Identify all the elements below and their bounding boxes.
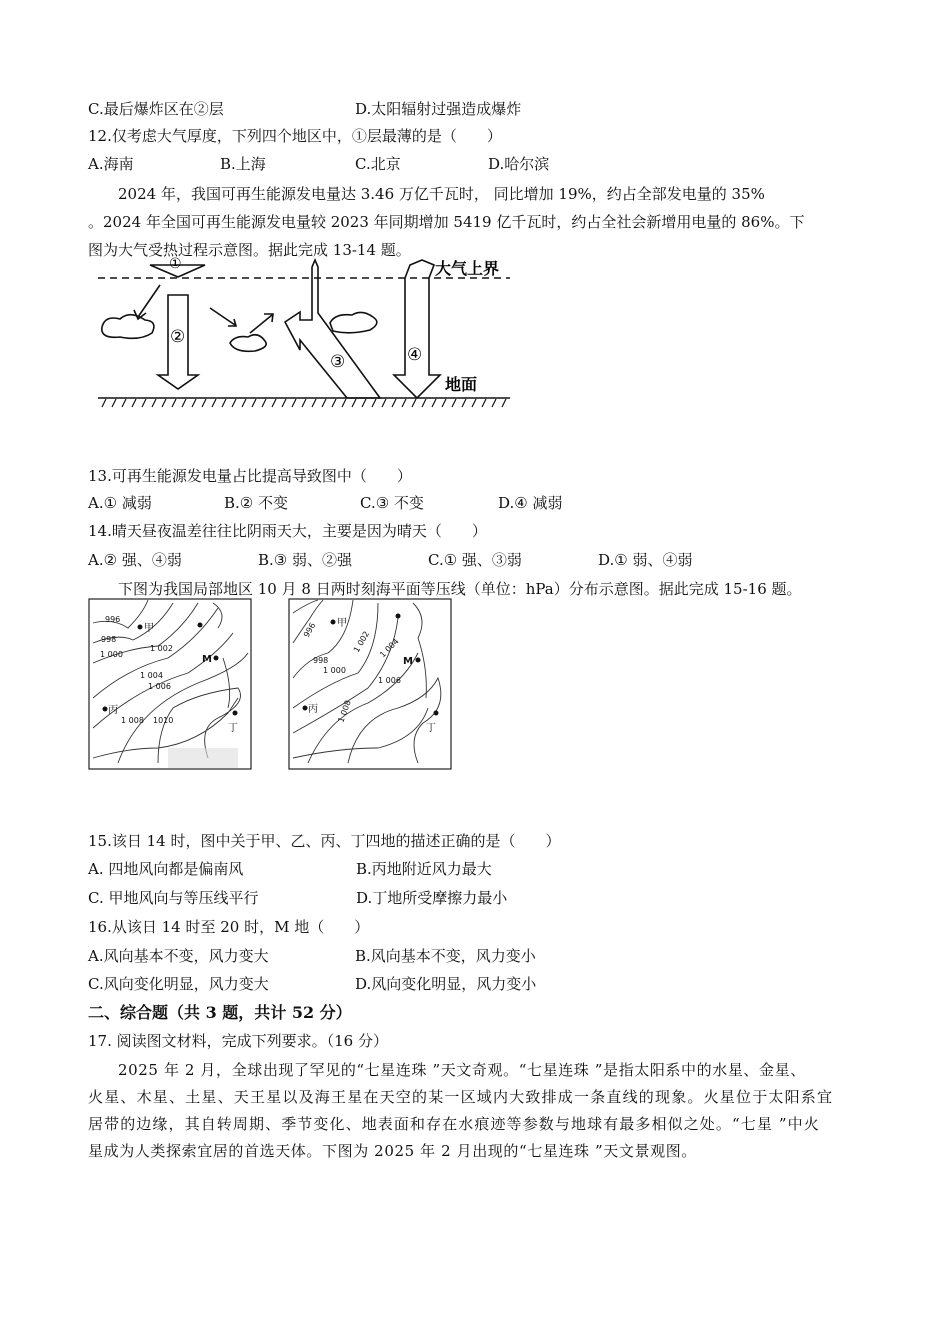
place-jia: 甲 <box>337 618 347 629</box>
q17-stem: 17. 阅读图文材料，完成下列要求。（16 分） <box>88 1032 388 1050</box>
place-m: M <box>403 656 413 667</box>
q12-option-a: A.海南 <box>88 155 134 173</box>
q12-stem: 12.仅考虑大气厚度，下列四个地区中，①层最薄的是（ ） <box>88 127 502 145</box>
isobar-1006: 1 006 <box>148 682 171 691</box>
isobar-1002: 1 002 <box>351 629 372 654</box>
q16-option-d: D.风向变化明显，风力变小 <box>355 975 537 993</box>
q17-para-line3: 居带的边缘，其自转周期、季节变化、地表面和存在水痕迹等参数与地球有最多相似之处。“七星 ”中火 <box>88 1115 820 1133</box>
q13-stem: 13.可再生能源发电量占比提高导致图中（ ） <box>88 467 412 485</box>
isobar-998: 998 <box>101 635 117 644</box>
place-m: M <box>202 654 212 665</box>
isobar-map-right <box>288 598 453 771</box>
q11-option-c: C.最后爆炸区在②层 <box>88 100 224 118</box>
q14-option-a: A.② 强、④弱 <box>88 551 182 569</box>
q12-option-d: D.哈尔滨 <box>488 155 550 173</box>
q14-option-c: C.① 强、③弱 <box>428 551 522 569</box>
isobar-1002: 1 002 <box>150 644 173 653</box>
label-1: ① <box>169 256 182 272</box>
q15-stem: 15.该日 14 时，图中关于甲、乙、丙、丁四地的描述正确的是（ ） <box>88 832 561 850</box>
isobar-map-left <box>88 598 253 771</box>
isobar-1008: 1 008 <box>121 716 144 725</box>
isobar-1006: 1 006 <box>378 676 401 685</box>
place-ding: 丁 <box>426 723 436 734</box>
isobar-1010: 1010 <box>153 716 174 725</box>
q17-para-line1: 2025 年 2 月，全球出现了罕见的“七星连珠 ”天文奇观。“七星连珠 ”是指太阳系中的水星、金星、 <box>118 1061 806 1079</box>
q17-para-line2: 火星、木星、土星、天王星以及海王星在天空的某一区域内大致排成一条直线的现象。火星位于太阳系宜 <box>88 1088 834 1106</box>
isobar-1004: 1 004 <box>140 671 163 680</box>
isobar-1000: 1 000 <box>100 650 123 659</box>
isobar-1004: 1 004 <box>378 636 401 660</box>
ground-hatching <box>102 399 506 407</box>
q13-option-c: C.③ 不变 <box>360 494 424 512</box>
passage2: 下图为我国局部地区 10 月 8 日两时刻海平面等压线（单位：hPa）分布示意图。据此完成 15-16 题。 <box>118 580 802 598</box>
q14-option-b: B.③ 弱、②强 <box>258 551 353 569</box>
passage1-line1: 2024 年，我国可再生能源发电量达 3.46 万亿千瓦时， 同比增加 19%，约占全部发电量的 35% <box>118 185 765 203</box>
passage1-line3: 图为大气受热过程示意图。据此完成 13-14 题。 <box>88 241 411 259</box>
label-4: ④ <box>407 345 423 365</box>
place-ding: 丁 <box>228 723 238 734</box>
q15-option-d: D.丁地所受摩擦力最小 <box>356 889 508 907</box>
place-jia: 甲 <box>144 623 154 634</box>
q16-option-c: C.风向变化明显，风力变大 <box>88 975 269 993</box>
label-3: ③ <box>330 352 346 372</box>
q11-option-d: D.太阳辐射过强造成爆炸 <box>355 100 522 118</box>
isobar-996: 996 <box>105 615 121 624</box>
q13-option-b: B.② 不变 <box>224 494 289 512</box>
q12-option-c: C.北京 <box>355 155 401 173</box>
ground-label: 地面 <box>445 375 478 394</box>
label-2: ② <box>170 327 186 347</box>
q16-option-b: B.风向基本不变，风力变小 <box>355 947 536 965</box>
section2-heading: 二、综合题（共 3 题，共计 52 分） <box>88 1003 352 1022</box>
q15-option-c: C. 甲地风向与等压线平行 <box>88 889 259 907</box>
passage1-line2: 。2024 年全国可再生能源发电量较 2023 年同期增加 5419 亿千瓦时，约占全社会新增用电量的 86%。下 <box>88 213 805 231</box>
isobar-1008: 1 008 <box>336 699 353 724</box>
atmosphere-top-label: 大气上界 <box>435 259 500 278</box>
q13-option-a: A.① 减弱 <box>88 494 152 512</box>
place-bing: 丙 <box>108 705 118 716</box>
atmosphere-heating-diagram <box>90 255 530 415</box>
q12-option-b: B.上海 <box>220 155 266 173</box>
q16-option-a: A.风向基本不变，风力变大 <box>88 947 269 965</box>
isobar-1000: 1 000 <box>323 666 346 675</box>
isobar-996: 996 <box>301 621 318 639</box>
isobar-998: 998 <box>313 656 329 665</box>
q14-option-d: D.① 弱、④弱 <box>598 551 693 569</box>
q16-stem: 16.从该日 14 时至 20 时，M 地（ ） <box>88 918 370 936</box>
place-bing: 丙 <box>308 704 318 715</box>
q17-para-line4: 星成为人类探索宜居的首选天体。下图为 2025 年 2 月出现的“七星连珠 ”天文景观图。 <box>88 1142 697 1160</box>
q14-stem: 14.晴天昼夜温差往往比阴雨天大，主要是因为晴天（ ） <box>88 522 487 540</box>
q13-option-d: D.④ 减弱 <box>498 494 563 512</box>
q15-option-a: A. 四地风向都是偏南风 <box>88 860 244 878</box>
q15-option-b: B.丙地附近风力最大 <box>356 860 492 878</box>
